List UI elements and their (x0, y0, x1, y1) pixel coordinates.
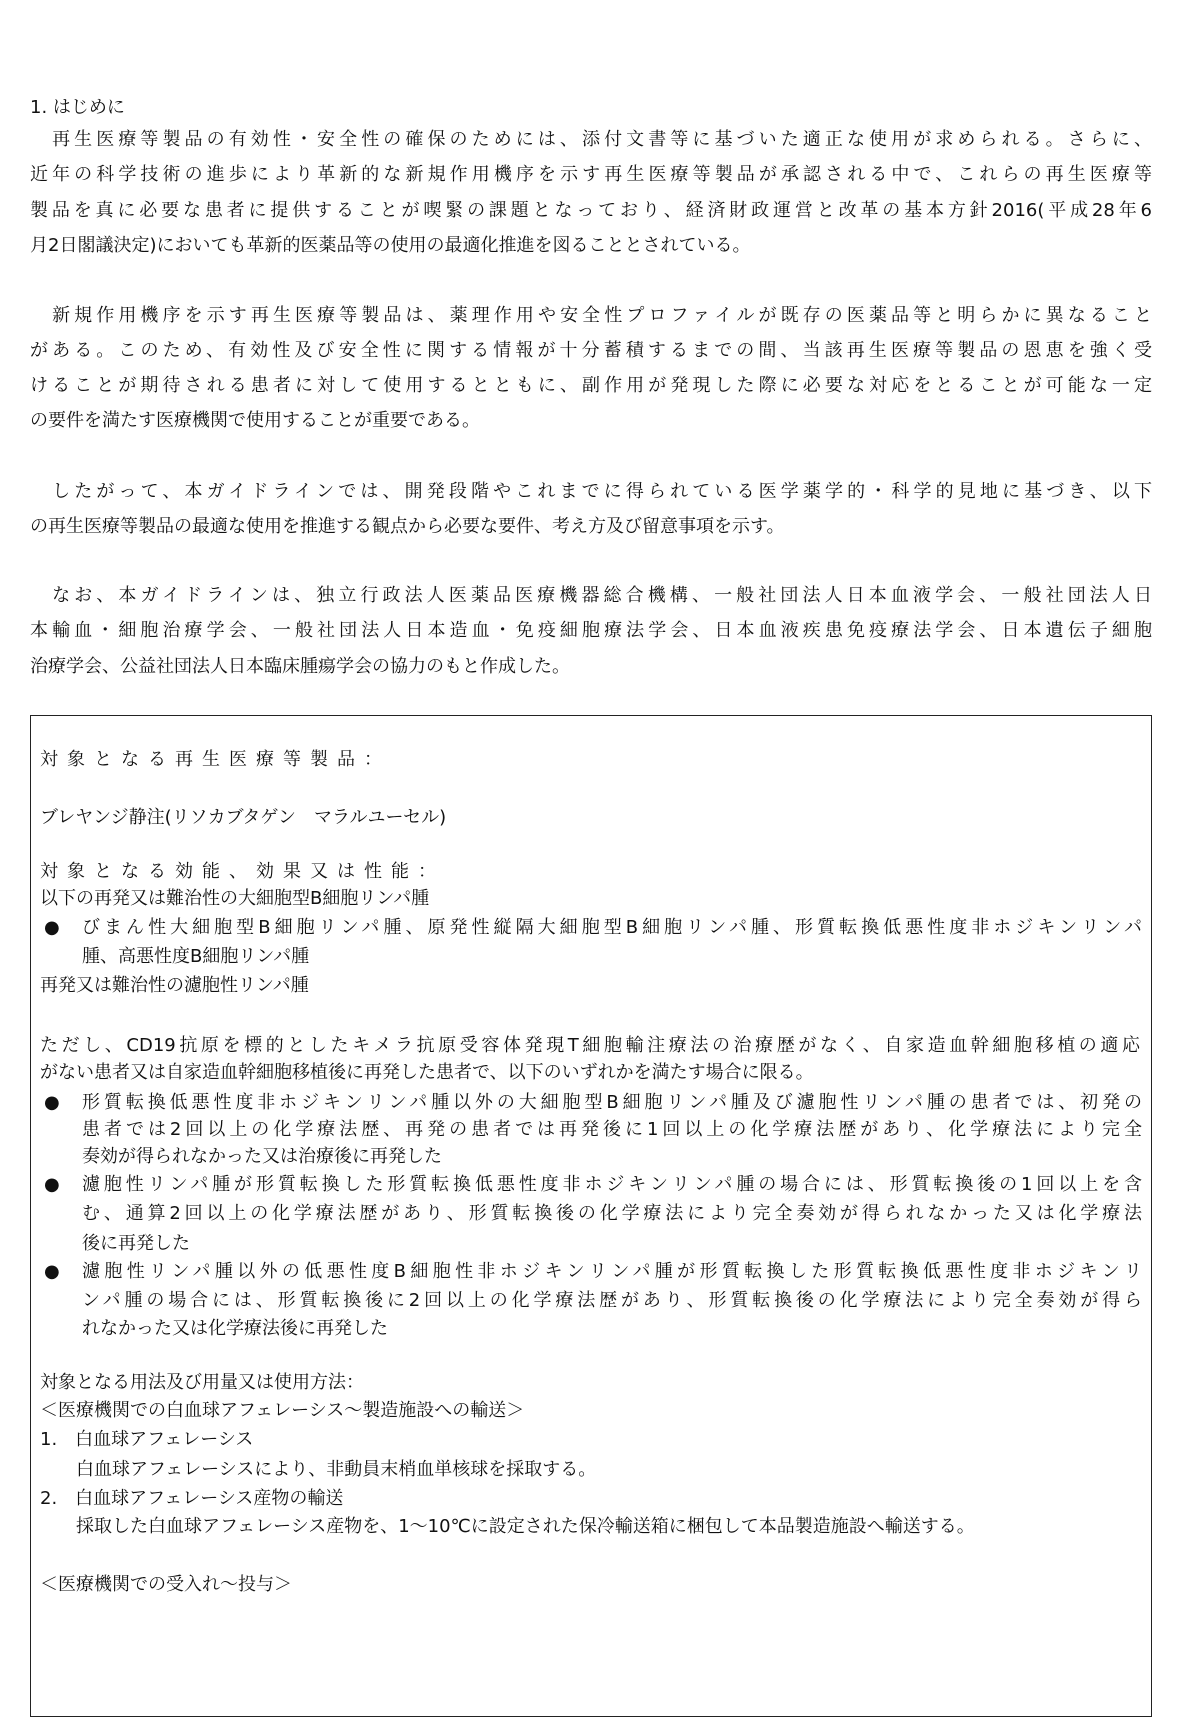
bullet-icon: ● (44, 1174, 60, 1195)
text-line: びまん性大細胞型B細胞リンパ腫、原発性縦隔大細胞型B細胞リンパ腫、形質転換低悪性度非ホジキンリンパ (82, 917, 1142, 938)
text-line: がある。このため、有効性及び安全性に関する情報が十分蓄積するまでの間、当該再生医療等製品の恩恵を強く受 (30, 340, 1152, 361)
text-line: ンパ腫の場合には、形質転換後に2回以上の化学療法歴があり、形質転換後の化学療法により完全奏効が得ら (82, 1290, 1142, 1311)
text-line: 月2日閣議決定)においても革新的医薬品等の使用の最適化推進を図ることとされている。 (30, 235, 751, 256)
text-line: 濾胞性リンパ腫が形質転換した形質転換低悪性度非ホジキンリンパ腫の場合には、形質転換後の1回以上を含 (82, 1174, 1142, 1195)
text-line: ただし、CD19抗原を標的としたキメラ抗原受容体発現T細胞輸注療法の治療歴がなく、自家造血幹細胞移植の適応 (40, 1035, 1140, 1056)
text-line: む、通算2回以上の化学療法歴があり、形質転換後の化学療法により完全奏効が得られなかった又は化学療法 (82, 1203, 1142, 1224)
bullet-icon: ● (44, 1261, 60, 1282)
text-line: 治療学会、公益社団法人日本臨床腫瘍学会の協力のもと作成した。 (30, 656, 570, 677)
text-line: 奏効が得られなかった又は治療後に再発した (82, 1146, 442, 1167)
text-line: の要件を満たす医療機関で使用することが重要である。 (30, 410, 480, 431)
product-name: ブレヤンジ静注(リソカブタゲン マラルユーセル) (40, 807, 447, 828)
indication-heading: 対象となる効能、効果又は性能： (40, 861, 445, 882)
text-line: 腫、高悪性度B細胞リンパ腫 (82, 946, 310, 967)
text-line: 形質転換低悪性度非ホジキンリンパ腫以外の大細胞型B細胞リンパ腫及び濾胞性リンパ腫の患者では、初発の (82, 1092, 1142, 1113)
text-line: 新規作用機序を示す再生医療等製品は、薬理作用や安全性プロファイルが既存の医薬品等と明らかに異なること (30, 305, 1152, 326)
text-line: がない患者又は自家造血幹細胞移植後に再発した患者で、以下のいずれかを満たす場合に限る。 (40, 1062, 814, 1083)
step-title: 2. 白血球アフェレーシス産物の輸送 (40, 1488, 344, 1509)
product-heading: 対象となる再生医療等製品： (40, 749, 391, 770)
bullet-icon: ● (44, 1092, 60, 1113)
step-text: 白血球アフェレーシスにより、非動員末梢血単核球を採取する。 (76, 1459, 597, 1480)
text-line: の再生医療等製品の最適な使用を推進する観点から必要な要件、考え方及び留意事項を示す。 (30, 516, 785, 537)
text-line: 後に再発した (82, 1233, 190, 1254)
text-line: なお、本ガイドラインは、独立行政法人医薬品医療機器総合機構、一般社団法人日本血液学会、一般社団法人日 (30, 585, 1152, 606)
indication-intro: 以下の再発又は難治性の大細胞型B細胞リンパ腫 (40, 888, 430, 909)
text-line: れなかった又は化学療法後に再発した (82, 1318, 388, 1339)
step-title: 1. 白血球アフェレーシス (40, 1429, 254, 1450)
section-title: 1. はじめに (30, 97, 125, 118)
text-line: したがって、本ガイドラインでは、開発段階やこれまでに得られている医学薬学的・科学的見地に基づき、以下 (30, 481, 1152, 502)
text-line: 近年の科学技術の進歩により革新的な新規作用機序を示す再生医療等製品が承認される中で、これらの再生医療等 (30, 164, 1152, 185)
indication-second: 再発又は難治性の濾胞性リンパ腫 (40, 975, 309, 996)
text-line: けることが期待される患者に対して使用するとともに、副作用が発現した際に必要な対応をとることが可能な一定 (30, 375, 1152, 396)
bullet-icon: ● (44, 917, 60, 938)
text-line: 再生医療等製品の有効性・安全性の確保のためには、添付文書等に基づいた適正な使用が求められる。さらに、 (30, 129, 1152, 150)
text-line: 濾胞性リンパ腫以外の低悪性度B細胞性非ホジキンリンパ腫が形質転換した形質転換低悪性度非ホジキンリ (82, 1261, 1142, 1282)
text-line: 本輸血・細胞治療学会、一般社団法人日本造血・免疫細胞療法学会、日本血液疾患免疫療法学会、日本遺伝子細胞 (30, 620, 1152, 641)
step-text: 採取した白血球アフェレーシス産物を、1～10℃に設定された保冷輸送箱に梱包して本品製造施設へ輸送する。 (76, 1516, 975, 1537)
usage-subheading: ＜医療機関での白血球アフェレーシス～製造施設への輸送＞ (40, 1400, 525, 1421)
text-line: 患者では2回以上の化学療法歴、再発の患者では再発後に1回以上の化学療法歴があり、化学療法により完全 (82, 1119, 1142, 1140)
usage-subheading: ＜医療機関での受入れ～投与＞ (40, 1574, 292, 1595)
usage-heading: 対象となる用法及び用量又は使用方法： (40, 1372, 364, 1393)
text-line: 製品を真に必要な患者に提供することが喫緊の課題となっており、経済財政運営と改革の基本方針2016(平成28年6 (30, 200, 1152, 221)
